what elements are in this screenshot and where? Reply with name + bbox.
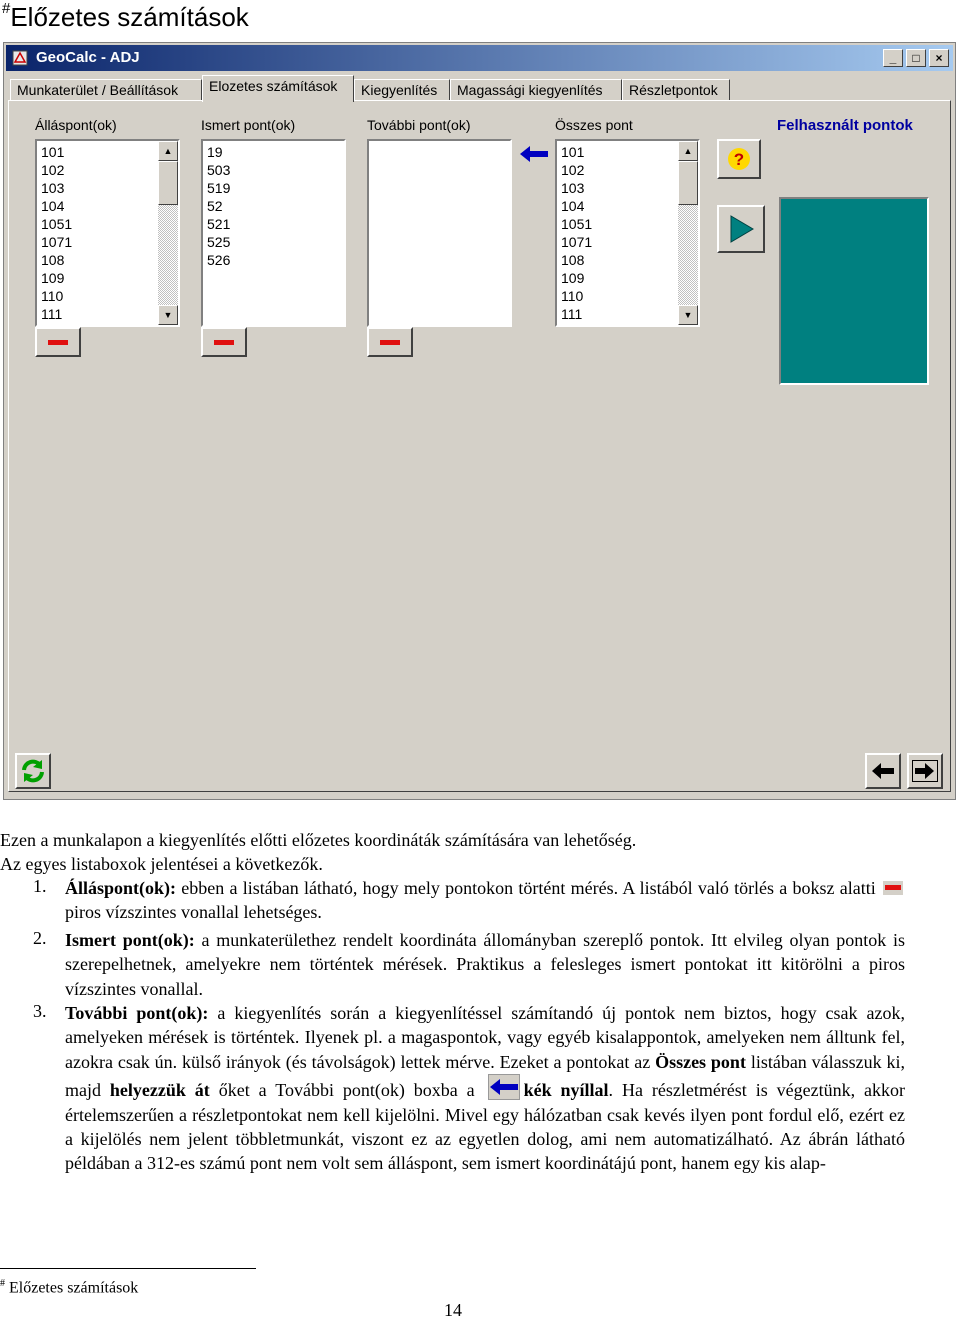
tab-munkaterulet[interactable]: Munkaterület / Beállítások bbox=[10, 79, 202, 101]
osszes-items bbox=[561, 143, 592, 323]
play-icon bbox=[726, 214, 756, 244]
intro-paragraph-2: Az egyes listaboxok jelentései a következők. bbox=[0, 854, 323, 874]
heading-title: Előzetes számítások bbox=[10, 2, 249, 32]
ismert-items bbox=[207, 143, 230, 269]
scroll-down-icon[interactable]: ▼ bbox=[158, 305, 178, 325]
item-1-body-b: piros vízszintes vonallal lehetséges. bbox=[65, 902, 322, 923]
help-button[interactable] bbox=[717, 139, 761, 179]
item-2-term: Ismert pont(ok): bbox=[65, 930, 195, 950]
felhasznalt-label: Felhasznált pontok bbox=[777, 117, 913, 134]
osszes-listbox[interactable] bbox=[555, 139, 700, 327]
item-3-body-c: őket a További pont(ok) boxba a bbox=[209, 1080, 484, 1101]
list-item[interactable]: 103 bbox=[561, 180, 585, 196]
list-item[interactable]: 525 bbox=[207, 234, 231, 250]
next-arrow-icon bbox=[912, 760, 938, 782]
list-item[interactable]: 101 bbox=[561, 144, 585, 160]
list-item[interactable]: 503 bbox=[207, 162, 231, 178]
tab-elozetes[interactable]: Elozetes számítások bbox=[202, 75, 354, 102]
item-3-term: További pont(ok): bbox=[65, 1003, 209, 1023]
tovabbi-label: További pont(ok) bbox=[367, 117, 471, 133]
allaspont-items bbox=[41, 143, 72, 323]
minus-icon bbox=[380, 340, 400, 345]
list-item[interactable]: 110 bbox=[41, 288, 64, 304]
list-item[interactable]: 1071 bbox=[41, 234, 73, 250]
tovabbi-delete-button[interactable] bbox=[367, 327, 413, 357]
list-item[interactable]: 102 bbox=[561, 162, 585, 178]
item-2-body: a munkaterülethez rendelt koordináta állományban szereplő pontok. Itt elvileg olyan pontok is szerepelhetnek, amelyekre nem történtek mérések. Praktikus a felesleges ismert pontokat itt kitörölni a piros vízszintes vonallal. bbox=[65, 930, 905, 999]
tab-panel bbox=[8, 100, 951, 792]
list-item[interactable]: 111 bbox=[41, 306, 63, 322]
list-item[interactable]: 104 bbox=[41, 198, 65, 214]
item-2-text bbox=[65, 928, 905, 1001]
item-1-term: Álláspont(ok): bbox=[65, 878, 177, 898]
minimize-button[interactable]: _ bbox=[883, 49, 903, 67]
ismert-listbox[interactable] bbox=[201, 139, 346, 327]
tab-reszletpontok[interactable]: Részletpontok bbox=[622, 79, 730, 101]
ismert-delete-button[interactable] bbox=[201, 327, 247, 357]
ismert-label: Ismert pont(ok) bbox=[201, 117, 296, 133]
help-icon bbox=[726, 146, 752, 172]
item-1-number: 1. bbox=[33, 876, 47, 896]
item-1-text bbox=[65, 876, 905, 925]
list-item[interactable]: 104 bbox=[561, 198, 585, 214]
scroll-up-icon[interactable]: ▲ bbox=[678, 141, 698, 161]
osszes-scrollbar[interactable] bbox=[678, 141, 698, 325]
list-item[interactable]: 519 bbox=[207, 180, 231, 196]
item-3-number: 3. bbox=[33, 1001, 47, 1021]
app-icon bbox=[12, 50, 28, 66]
footnote-mark: # bbox=[0, 1278, 5, 1289]
item-3-bold-3: kék nyíllal bbox=[523, 1080, 609, 1101]
list-item[interactable]: 111 bbox=[561, 306, 583, 322]
tab-strip bbox=[10, 75, 949, 101]
page-number: 14 bbox=[444, 1300, 462, 1320]
maximize-button[interactable]: □ bbox=[906, 49, 926, 67]
item-3-bold-1: Összes pont bbox=[655, 1051, 746, 1072]
inline-minus-icon bbox=[883, 881, 903, 895]
list-item[interactable]: 109 bbox=[41, 270, 65, 286]
app-window bbox=[3, 42, 956, 800]
tovabbi-listbox[interactable] bbox=[367, 139, 512, 327]
window-title: GeoCalc - ADJ bbox=[36, 49, 140, 66]
page-heading bbox=[2, 2, 249, 33]
run-button[interactable] bbox=[717, 205, 765, 253]
list-item[interactable]: 108 bbox=[561, 252, 585, 268]
list-item[interactable]: 108 bbox=[41, 252, 65, 268]
minus-icon bbox=[214, 340, 234, 345]
item-3-bold-2: helyezzük át bbox=[109, 1080, 210, 1101]
refresh-button[interactable] bbox=[15, 753, 51, 789]
list-item[interactable]: 103 bbox=[41, 180, 65, 196]
list-item[interactable]: 521 bbox=[207, 216, 231, 232]
footnote-text: Előzetes számítások bbox=[9, 1279, 139, 1297]
allaspont-delete-button[interactable] bbox=[35, 327, 81, 357]
title-bar bbox=[6, 45, 953, 71]
list-item[interactable]: 101 bbox=[41, 144, 65, 160]
refresh-icon bbox=[20, 758, 46, 784]
list-item[interactable]: 1071 bbox=[561, 234, 593, 250]
close-button[interactable]: × bbox=[929, 49, 949, 67]
item-3-body-a: a kiegyenlítés során a kiegyenlítéssel számítandó új pontok nem biztos, hogy csak azok, amelyeken mérések is történtek. Ilyenek pl. a magaspontok, vagy egyéb kisalappontok, amelyeken nem álltunk fel, azokra csak ún. külső irányok (és távolságok) lettek mérve. Ezeket a pontokat az bbox=[65, 1003, 905, 1072]
list-item[interactable]: 102 bbox=[41, 162, 65, 178]
back-arrow-icon bbox=[872, 762, 894, 780]
intro-paragraph-1: Ezen a munkalapon a kiegyenlítés előtti előzetes koordináták számítására van lehetőség. bbox=[0, 830, 637, 850]
footnote bbox=[0, 1278, 138, 1297]
footnote-rule bbox=[0, 1268, 256, 1269]
arrow-left-icon bbox=[520, 146, 548, 162]
next-button[interactable] bbox=[907, 753, 943, 789]
item-3-body-b: listában válasszuk ki, majd bbox=[65, 1051, 906, 1101]
list-item[interactable]: 109 bbox=[561, 270, 585, 286]
list-item[interactable]: 19 bbox=[207, 144, 223, 160]
list-item[interactable]: 1051 bbox=[41, 216, 73, 232]
scroll-up-icon[interactable]: ▲ bbox=[158, 141, 178, 161]
item-3-body-d: . Ha részletmérést is végeztünk, akkor értelemszerűen a részletpontokat nem kell kijelölni. Mivel egy hálózatban csak kevés ilyen pont fordul elő, ezért ez a kijelölés nem jelent többletmunkát, viszont ez az egyetlen dolog, ami nem automatizálható. Az ábrán látható példában a 312-es számú pont nem volt sem álláspont, sem ismert koordinátájú pont, hanem egy kis alap- bbox=[65, 1080, 905, 1174]
scroll-thumb[interactable] bbox=[158, 161, 178, 205]
allaspont-label: Álláspont(ok) bbox=[35, 117, 117, 133]
item-3-text bbox=[65, 1001, 905, 1176]
allaspont-listbox[interactable] bbox=[35, 139, 180, 327]
item-2-number: 2. bbox=[33, 928, 47, 948]
scroll-thumb[interactable] bbox=[678, 161, 698, 205]
minus-icon bbox=[48, 340, 68, 345]
transfer-button[interactable] bbox=[514, 141, 554, 167]
inline-arrow-left-icon bbox=[488, 1074, 520, 1100]
felhasznalt-pontok-box[interactable] bbox=[779, 197, 929, 385]
item-1-body-a: ebben a listában látható, hogy mely pontokon történt mérés. A listából való törlés a boksz alatti bbox=[176, 878, 881, 898]
tab-kiegyenlites[interactable]: Kiegyenlítés bbox=[354, 79, 450, 101]
heading-mark: # bbox=[2, 0, 11, 17]
back-button[interactable] bbox=[865, 753, 901, 789]
help-glyph: ? bbox=[733, 150, 745, 169]
scroll-down-icon[interactable]: ▼ bbox=[678, 305, 698, 325]
allaspont-scrollbar[interactable] bbox=[158, 141, 178, 325]
list-item[interactable]: 526 bbox=[207, 252, 231, 268]
list-item[interactable]: 1051 bbox=[561, 216, 593, 232]
list-item[interactable]: 110 bbox=[561, 288, 584, 304]
osszes-label: Összes pont bbox=[555, 117, 633, 133]
tab-magassagi[interactable]: Magassági kiegyenlítés bbox=[450, 79, 622, 101]
list-item[interactable]: 52 bbox=[207, 198, 223, 214]
